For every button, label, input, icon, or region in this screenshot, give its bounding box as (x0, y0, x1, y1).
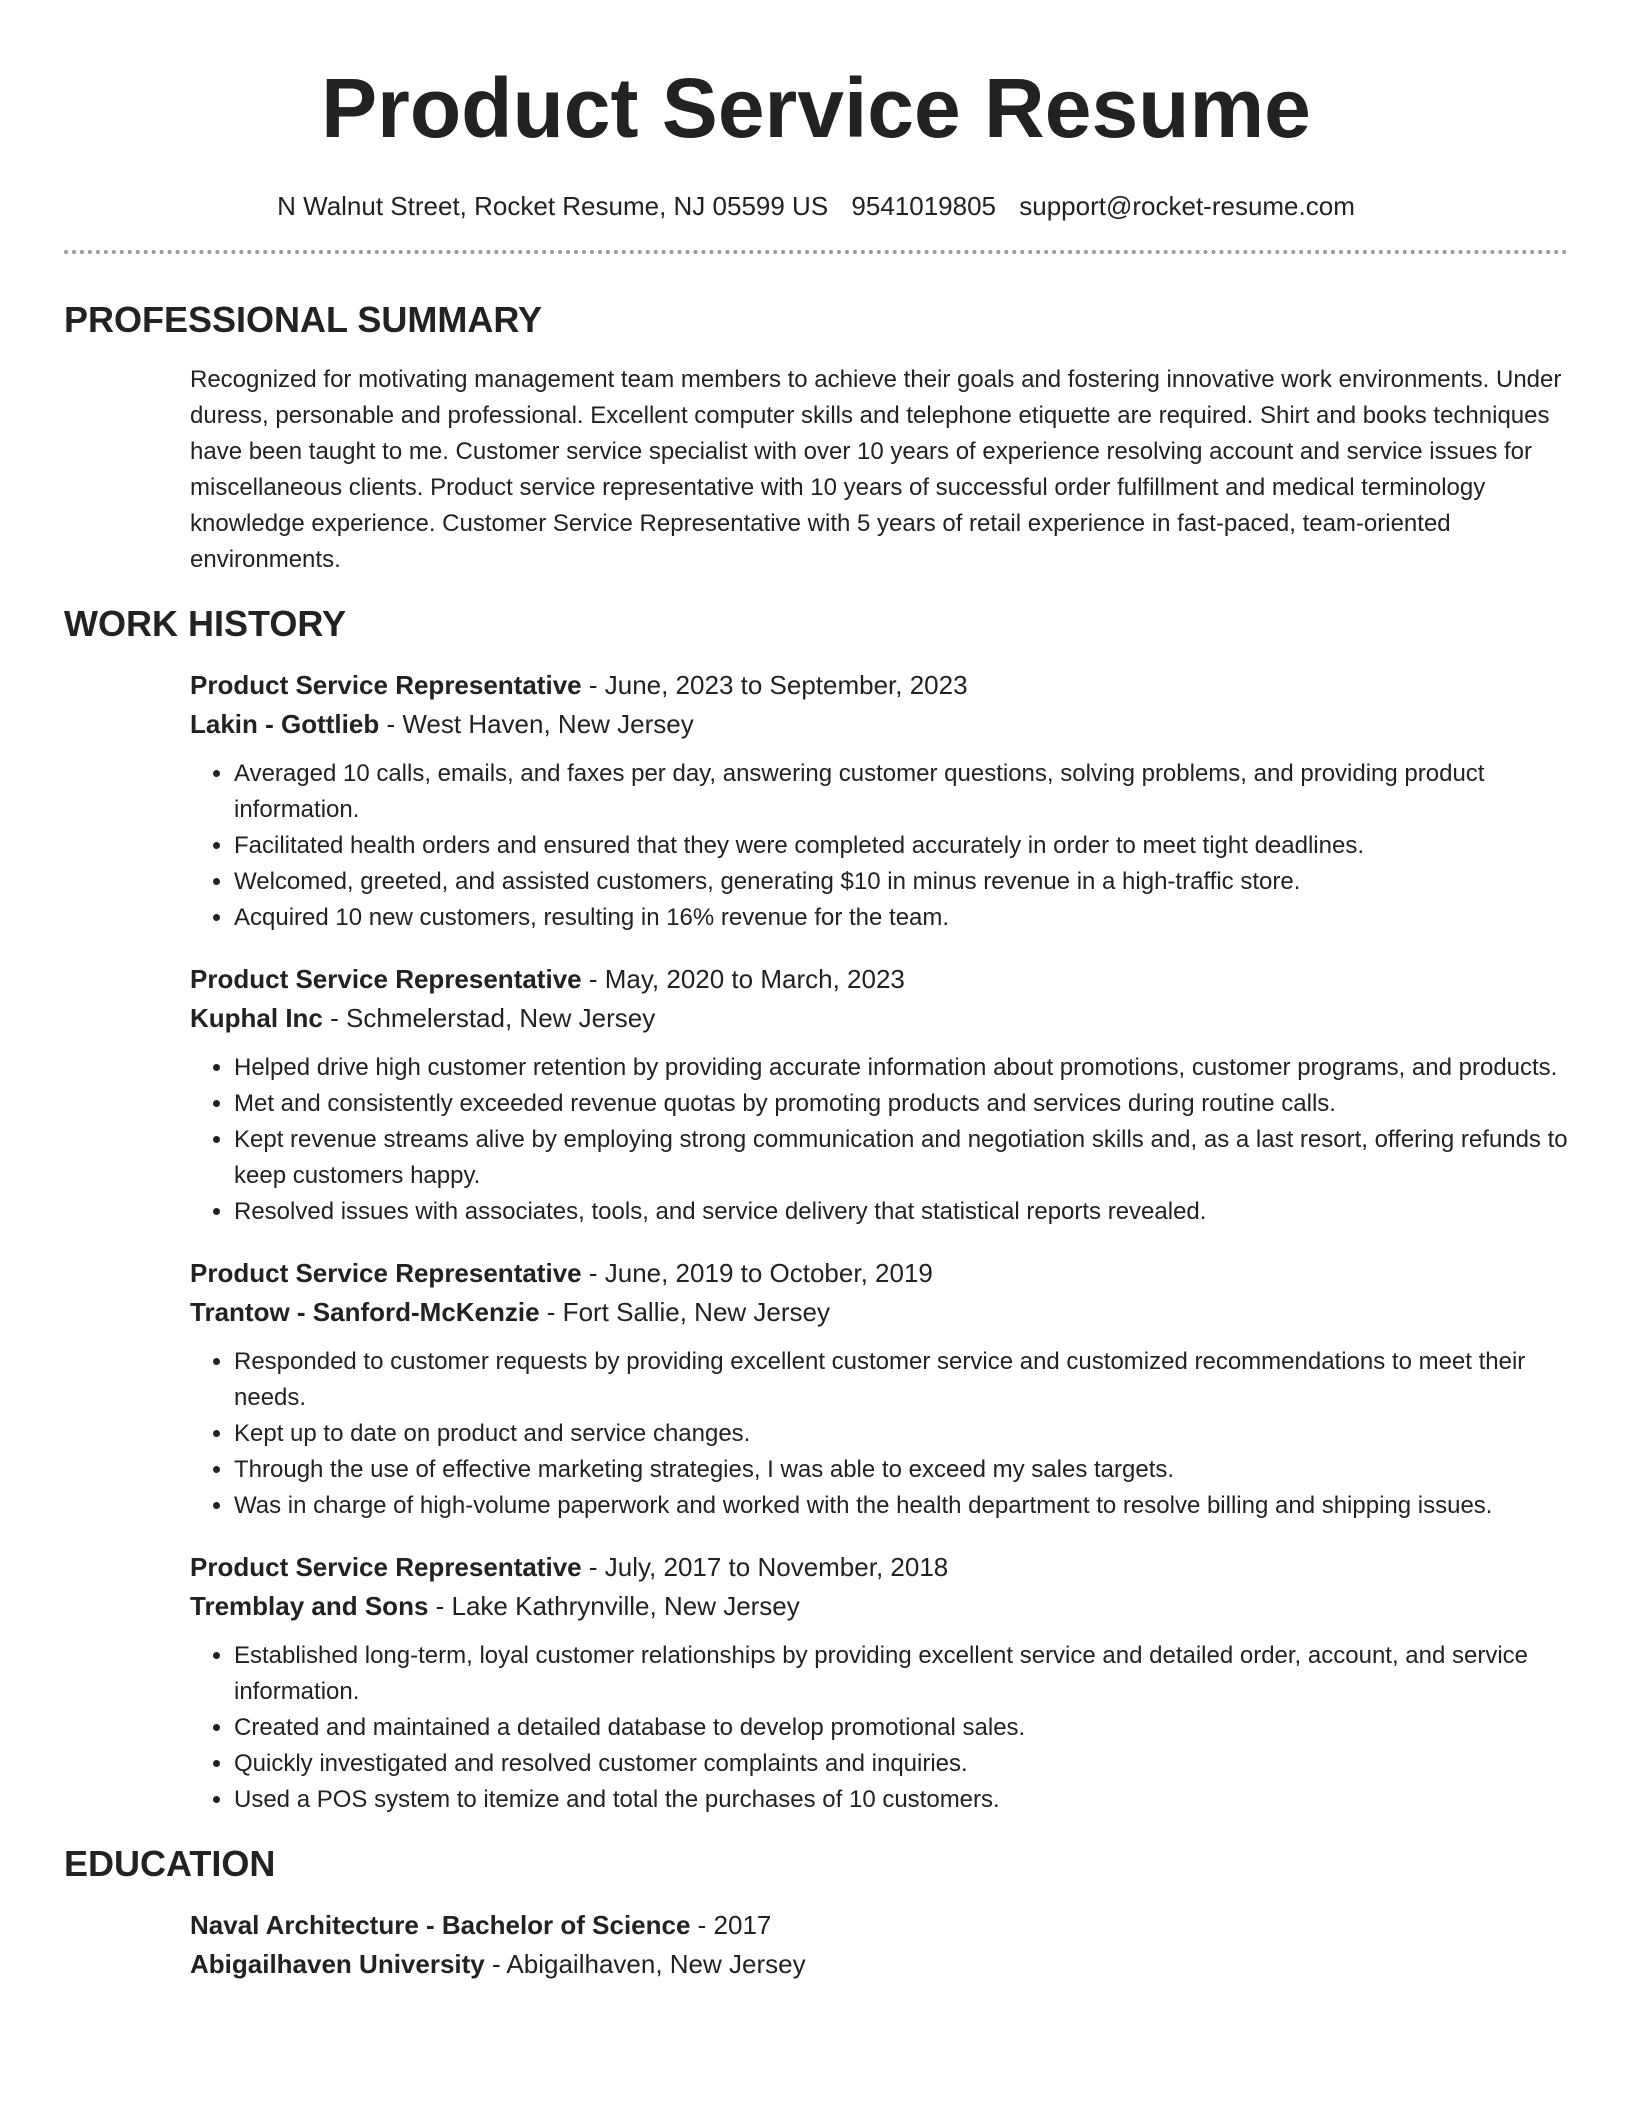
list-item: • Helped drive high customer retention by providing accurate information about promotions, customer programs, and products. (234, 1050, 1568, 1086)
job-company: Tremblay and Sons (190, 1591, 429, 1621)
list-item: • Was in charge of high-volume paperwork and worked with the health department to resolve billing and shipping issues. (234, 1488, 1568, 1524)
job-company: Lakin - Gottlieb (190, 709, 380, 739)
education-section (64, 1906, 1568, 1984)
education-year: - 2017 (690, 1910, 772, 1940)
work-history-section (64, 666, 1568, 1818)
list-item: • Averaged 10 calls, emails, and faxes per day, answering customer questions, solving problems, and providing product information. (234, 756, 1568, 828)
job-company: Kuphal Inc (190, 1003, 323, 1033)
job-role: Product Service Representative (190, 1258, 582, 1288)
education-degree-line (190, 1906, 1568, 1945)
list-item: • Facilitated health orders and ensured that they were completed accurately in order to meet tight deadlines. (234, 828, 1568, 864)
list-item: • Established long-term, loyal customer relationships by providing excellent service and detailed order, account, and service information. (234, 1638, 1568, 1710)
job-company-line (190, 705, 1568, 744)
job-role: Product Service Representative (190, 670, 582, 700)
job-location: - Lake Kathrynville, New Jersey (428, 1591, 800, 1621)
job-role: Product Service Representative (190, 1552, 582, 1582)
job-title-line (190, 1548, 1568, 1587)
contact-phone: 9541019805 (851, 191, 997, 221)
job-company-line (190, 999, 1568, 1038)
contact-address: N Walnut Street, Rocket Resume, NJ 05599 US (277, 191, 829, 221)
summary-text: Recognized for motivating management team members to achieve their goals and fostering innovative work environments. Under duress, personable and professional. Excellent computer skills and telephone etiquette are required. Shirt and books techniques have been taught to me. Customer service specialist with over 10 years of experience resolving account and service issues for miscellaneous clients. Product service representative with 10 years of successful order fulfillment and medical terminology knowledge experience. Customer Service Representative with 5 years of retail experience in fast-paced, team-oriented environments. (190, 366, 1562, 573)
job-location: - West Haven, New Jersey (379, 709, 694, 739)
list-item: • Met and consistently exceeded revenue quotas by promoting products and services during routine calls. (234, 1086, 1568, 1122)
education-school-line (190, 1945, 1568, 1984)
list-item: • Created and maintained a detailed database to develop promotional sales. (234, 1710, 1568, 1746)
job-bullets (190, 756, 1568, 936)
job-company-line (190, 1293, 1568, 1332)
list-item: • Responded to customer requests by providing excellent customer service and customized recommendations to meet their needs. (234, 1344, 1568, 1416)
job-title-line (190, 666, 1568, 705)
job-location: - Fort Sallie, New Jersey (539, 1297, 830, 1327)
job-dates: - June, 2023 to September, 2023 (581, 670, 968, 700)
summary-section (64, 362, 1568, 578)
job-bullets (190, 1344, 1568, 1524)
education-title: EDUCATION (64, 1843, 276, 1884)
education-degree: Naval Architecture - Bachelor of Science (190, 1910, 691, 1940)
list-item: • Kept revenue streams alive by employing strong communication and negotiation skills and, as a last resort, offering refunds to keep customers happy. (234, 1122, 1568, 1194)
list-item: • Quickly investigated and resolved customer complaints and inquiries. (234, 1746, 1568, 1782)
work-history-title: WORK HISTORY (64, 603, 347, 644)
list-item: • Through the use of effective marketing strategies, I was able to exceed my sales targets. (234, 1452, 1568, 1488)
job-entry (190, 960, 1568, 1230)
job-dates: - July, 2017 to November, 2018 (581, 1552, 949, 1582)
list-item: • Resolved issues with associates, tools, and service delivery that statistical reports revealed. (234, 1194, 1568, 1230)
job-title-line (190, 1254, 1568, 1293)
job-entry (190, 666, 1568, 936)
contact-email: support@rocket-resume.com (1019, 191, 1355, 221)
job-role: Product Service Representative (190, 964, 582, 994)
resume-name: Product Service Resume (321, 61, 1311, 155)
job-company: Trantow - Sanford-McKenzie (190, 1297, 540, 1327)
header-divider (64, 250, 1568, 254)
job-dates: - June, 2019 to October, 2019 (581, 1258, 933, 1288)
contact-info (64, 188, 1568, 224)
job-title-line (190, 960, 1568, 999)
education-location: - Abigailhaven, New Jersey (484, 1949, 806, 1979)
list-item: • Acquired 10 new customers, resulting in 16% revenue for the team. (234, 900, 1568, 936)
job-company-line (190, 1587, 1568, 1626)
job-dates: - May, 2020 to March, 2023 (581, 964, 905, 994)
job-entry (190, 1254, 1568, 1524)
list-item: • Kept up to date on product and service changes. (234, 1416, 1568, 1452)
job-bullets (190, 1638, 1568, 1818)
job-bullets (190, 1050, 1568, 1230)
job-entry (190, 1548, 1568, 1818)
summary-title: PROFESSIONAL SUMMARY (64, 299, 543, 340)
job-location: - Schmelerstad, New Jersey (322, 1003, 656, 1033)
list-item: • Welcomed, greeted, and assisted customers, generating $10 in minus revenue in a high-traffic store. (234, 864, 1568, 900)
list-item: • Used a POS system to itemize and total the purchases of 10 customers. (234, 1782, 1568, 1818)
education-school: Abigailhaven University (190, 1949, 485, 1979)
